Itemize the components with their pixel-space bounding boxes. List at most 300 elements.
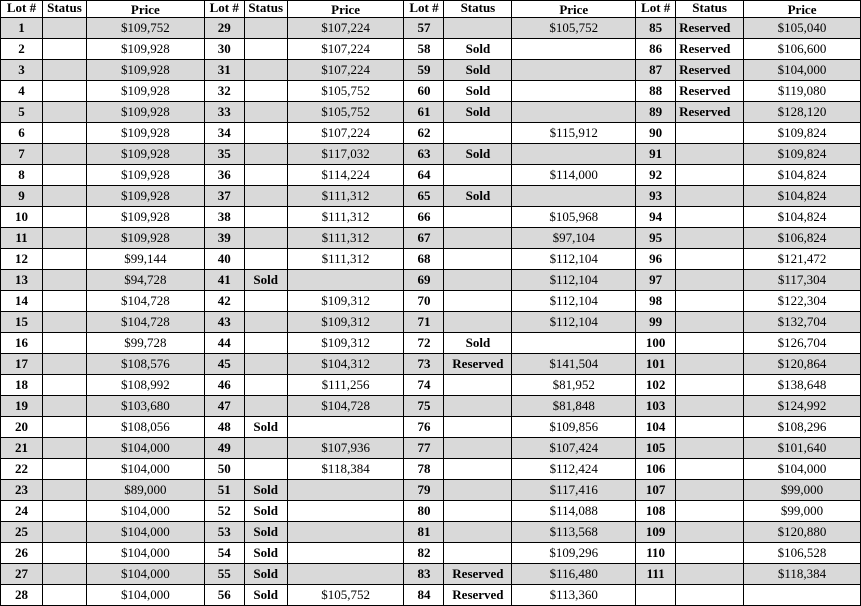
lot-number-cell: 21 (1, 438, 43, 459)
price-cell: $107,936 (287, 438, 404, 459)
price-cell: $109,928 (86, 186, 204, 207)
lot-number-cell: 63 (404, 144, 444, 165)
status-cell (676, 396, 744, 417)
status-cell: Sold (244, 564, 287, 585)
lot-number-cell: 107 (636, 480, 676, 501)
lot-number-cell: 83 (404, 564, 444, 585)
status-cell: Sold (444, 144, 512, 165)
status-cell (444, 438, 512, 459)
status-cell (42, 39, 86, 60)
status-cell (444, 459, 512, 480)
lot-number-cell: 13 (1, 270, 43, 291)
price-header: Price (86, 1, 204, 18)
status-cell (42, 207, 86, 228)
status-cell (42, 522, 86, 543)
price-cell: $104,312 (287, 354, 404, 375)
status-cell (42, 123, 86, 144)
lot-number-cell: 73 (404, 354, 444, 375)
table-row (1, 585, 861, 606)
lot-number-cell: 47 (204, 396, 244, 417)
lot-number-cell: 89 (636, 102, 676, 123)
price-cell: $105,040 (744, 18, 861, 39)
price-cell: $111,312 (287, 249, 404, 270)
status-cell: Sold (244, 501, 287, 522)
status-cell: Sold (244, 585, 287, 606)
status-cell (42, 459, 86, 480)
price-cell: $107,224 (287, 123, 404, 144)
table-row (1, 249, 861, 270)
lot-number-cell: 3 (1, 60, 43, 81)
price-cell: $120,880 (744, 522, 861, 543)
lot-number-cell: 4 (1, 81, 43, 102)
lot-number-cell: 5 (1, 102, 43, 123)
price-cell: $99,000 (744, 501, 861, 522)
price-cell: $109,928 (86, 228, 204, 249)
lot-number-cell: 54 (204, 543, 244, 564)
price-cell: $97,104 (512, 228, 636, 249)
lot-number-cell: 50 (204, 459, 244, 480)
header-row (1, 1, 861, 18)
status-cell (244, 18, 287, 39)
lot-header: Lot # (404, 1, 444, 18)
lot-number-cell (636, 585, 676, 606)
lot-number-cell: 67 (404, 228, 444, 249)
price-cell (287, 270, 404, 291)
lot-number-cell: 46 (204, 375, 244, 396)
status-cell (676, 312, 744, 333)
lot-number-cell: 24 (1, 501, 43, 522)
status-cell (42, 354, 86, 375)
price-cell: $122,304 (744, 291, 861, 312)
price-header: Price (287, 1, 404, 18)
price-cell: $104,000 (86, 564, 204, 585)
status-cell (42, 144, 86, 165)
status-cell (676, 585, 744, 606)
lot-number-cell: 70 (404, 291, 444, 312)
lot-number-cell: 27 (1, 564, 43, 585)
status-cell (676, 543, 744, 564)
price-cell: $109,312 (287, 312, 404, 333)
price-cell: $107,424 (512, 438, 636, 459)
price-cell: $108,576 (86, 354, 204, 375)
status-cell (444, 18, 512, 39)
status-cell (244, 312, 287, 333)
price-cell: $113,360 (512, 585, 636, 606)
price-cell: $109,752 (86, 18, 204, 39)
status-cell (42, 312, 86, 333)
price-cell: $111,312 (287, 186, 404, 207)
lot-number-cell: 92 (636, 165, 676, 186)
lot-number-cell: 76 (404, 417, 444, 438)
lot-number-cell: 51 (204, 480, 244, 501)
lot-number-cell: 16 (1, 333, 43, 354)
price-cell (512, 333, 636, 354)
lot-number-cell: 18 (1, 375, 43, 396)
status-cell: Sold (244, 480, 287, 501)
lot-header: Lot # (636, 1, 676, 18)
lot-number-cell: 10 (1, 207, 43, 228)
price-cell (287, 522, 404, 543)
price-cell: $107,224 (287, 60, 404, 81)
status-cell (244, 396, 287, 417)
status-cell (676, 354, 744, 375)
table-row (1, 186, 861, 207)
status-cell (42, 333, 86, 354)
price-cell: $104,000 (86, 459, 204, 480)
lot-number-cell: 26 (1, 543, 43, 564)
lot-number-cell: 41 (204, 270, 244, 291)
price-cell (287, 543, 404, 564)
lot-number-cell: 8 (1, 165, 43, 186)
lot-number-cell: 55 (204, 564, 244, 585)
status-cell: Sold (444, 39, 512, 60)
price-cell: $109,312 (287, 333, 404, 354)
price-cell: $116,480 (512, 564, 636, 585)
status-cell (244, 207, 287, 228)
price-cell: $109,928 (86, 81, 204, 102)
status-cell (676, 165, 744, 186)
price-cell: $104,824 (744, 207, 861, 228)
status-cell (42, 60, 86, 81)
status-cell: Reserved (444, 585, 512, 606)
table-row (1, 228, 861, 249)
lot-number-cell: 71 (404, 312, 444, 333)
lot-number-cell: 104 (636, 417, 676, 438)
price-cell: $108,992 (86, 375, 204, 396)
price-cell: $103,680 (86, 396, 204, 417)
lot-number-cell: 97 (636, 270, 676, 291)
status-cell (444, 396, 512, 417)
status-cell (42, 102, 86, 123)
lot-number-cell: 87 (636, 60, 676, 81)
price-cell: $114,000 (512, 165, 636, 186)
status-header: Status (244, 1, 287, 18)
lot-number-cell: 99 (636, 312, 676, 333)
lot-number-cell: 109 (636, 522, 676, 543)
lot-number-cell: 102 (636, 375, 676, 396)
price-cell: $106,600 (744, 39, 861, 60)
price-cell: $99,728 (86, 333, 204, 354)
price-cell: $104,000 (86, 501, 204, 522)
price-cell: $105,752 (287, 81, 404, 102)
price-cell (512, 39, 636, 60)
status-cell (444, 270, 512, 291)
price-cell: $114,088 (512, 501, 636, 522)
status-cell (676, 501, 744, 522)
lot-number-cell: 82 (404, 543, 444, 564)
lot-number-cell: 31 (204, 60, 244, 81)
price-cell: $109,824 (744, 123, 861, 144)
status-header: Status (444, 1, 512, 18)
price-cell: $106,824 (744, 228, 861, 249)
status-cell (42, 417, 86, 438)
status-cell (244, 333, 287, 354)
status-cell (676, 186, 744, 207)
lot-number-cell: 23 (1, 480, 43, 501)
status-cell: Sold (244, 270, 287, 291)
lot-number-cell: 11 (1, 228, 43, 249)
lot-number-cell: 48 (204, 417, 244, 438)
status-cell (676, 480, 744, 501)
price-cell: $109,928 (86, 207, 204, 228)
lot-number-cell: 12 (1, 249, 43, 270)
price-cell: $104,000 (744, 60, 861, 81)
lot-number-cell: 17 (1, 354, 43, 375)
status-cell (42, 186, 86, 207)
lot-number-cell: 78 (404, 459, 444, 480)
price-cell: $107,224 (287, 39, 404, 60)
price-cell: $99,000 (744, 480, 861, 501)
status-cell (244, 438, 287, 459)
status-cell (244, 81, 287, 102)
lot-number-cell: 91 (636, 144, 676, 165)
status-cell (444, 501, 512, 522)
status-cell (42, 81, 86, 102)
status-cell (244, 60, 287, 81)
price-header: Price (744, 1, 861, 18)
status-cell (676, 291, 744, 312)
status-cell (676, 333, 744, 354)
status-cell (676, 228, 744, 249)
lot-number-cell: 25 (1, 522, 43, 543)
status-cell (444, 375, 512, 396)
price-cell: $109,928 (86, 123, 204, 144)
status-cell (244, 375, 287, 396)
lot-number-cell: 2 (1, 39, 43, 60)
table-row (1, 354, 861, 375)
price-cell: $104,728 (287, 396, 404, 417)
status-cell (244, 186, 287, 207)
price-cell: $132,704 (744, 312, 861, 333)
lot-number-cell: 75 (404, 396, 444, 417)
lot-number-cell: 66 (404, 207, 444, 228)
table-row (1, 396, 861, 417)
lot-number-cell: 52 (204, 501, 244, 522)
status-cell (42, 249, 86, 270)
lot-number-cell: 40 (204, 249, 244, 270)
price-cell: $126,704 (744, 333, 861, 354)
lot-number-cell: 84 (404, 585, 444, 606)
price-cell (512, 60, 636, 81)
price-cell: $109,824 (744, 144, 861, 165)
status-cell: Reserved (444, 564, 512, 585)
lot-number-cell: 58 (404, 39, 444, 60)
lot-number-cell: 1 (1, 18, 43, 39)
status-cell: Sold (444, 102, 512, 123)
status-cell (42, 480, 86, 501)
lot-number-cell: 74 (404, 375, 444, 396)
price-cell: $128,120 (744, 102, 861, 123)
price-cell (287, 564, 404, 585)
price-cell: $105,752 (512, 18, 636, 39)
status-cell: Sold (444, 333, 512, 354)
status-cell (42, 228, 86, 249)
price-cell: $112,424 (512, 459, 636, 480)
price-cell: $81,848 (512, 396, 636, 417)
status-cell: Sold (244, 417, 287, 438)
status-cell (444, 522, 512, 543)
lot-number-cell: 33 (204, 102, 244, 123)
lot-number-cell: 39 (204, 228, 244, 249)
lot-number-cell: 95 (636, 228, 676, 249)
status-cell (444, 543, 512, 564)
table-row (1, 438, 861, 459)
price-cell: $104,824 (744, 186, 861, 207)
price-cell: $101,640 (744, 438, 861, 459)
lot-number-cell: 79 (404, 480, 444, 501)
price-cell: $107,224 (287, 18, 404, 39)
price-cell: $118,384 (744, 564, 861, 585)
status-cell (42, 165, 86, 186)
price-cell: $109,928 (86, 60, 204, 81)
status-cell: Sold (444, 186, 512, 207)
lot-number-cell: 93 (636, 186, 676, 207)
lot-number-cell: 110 (636, 543, 676, 564)
lot-number-cell: 80 (404, 501, 444, 522)
price-cell: $105,752 (287, 102, 404, 123)
price-cell: $104,728 (86, 291, 204, 312)
status-cell (42, 396, 86, 417)
price-cell: $81,952 (512, 375, 636, 396)
table-row (1, 312, 861, 333)
status-cell (444, 312, 512, 333)
table-row (1, 417, 861, 438)
lot-number-cell: 20 (1, 417, 43, 438)
lot-number-cell: 105 (636, 438, 676, 459)
status-cell (444, 291, 512, 312)
table-row (1, 501, 861, 522)
price-cell: $99,144 (86, 249, 204, 270)
table-row (1, 375, 861, 396)
lot-number-cell: 60 (404, 81, 444, 102)
price-cell: $94,728 (86, 270, 204, 291)
price-cell: $112,104 (512, 249, 636, 270)
price-cell (287, 417, 404, 438)
lot-number-cell: 98 (636, 291, 676, 312)
price-cell: $115,912 (512, 123, 636, 144)
price-cell: $109,312 (287, 291, 404, 312)
price-cell: $111,312 (287, 228, 404, 249)
lot-number-cell: 29 (204, 18, 244, 39)
lot-number-cell: 7 (1, 144, 43, 165)
table-row (1, 459, 861, 480)
lot-number-cell: 94 (636, 207, 676, 228)
status-cell (42, 18, 86, 39)
price-cell (287, 501, 404, 522)
status-cell (244, 144, 287, 165)
status-cell (42, 291, 86, 312)
status-cell (244, 291, 287, 312)
price-cell: $111,312 (287, 207, 404, 228)
price-cell: $104,728 (86, 312, 204, 333)
lot-number-cell: 6 (1, 123, 43, 144)
price-cell: $112,104 (512, 291, 636, 312)
table-row (1, 480, 861, 501)
price-cell: $124,992 (744, 396, 861, 417)
status-cell (244, 102, 287, 123)
lot-number-cell: 28 (1, 585, 43, 606)
lot-number-cell: 108 (636, 501, 676, 522)
price-cell: $105,752 (287, 585, 404, 606)
table-row (1, 543, 861, 564)
status-cell (244, 39, 287, 60)
lot-number-cell: 88 (636, 81, 676, 102)
status-cell (676, 123, 744, 144)
status-cell (42, 543, 86, 564)
price-cell: $104,000 (86, 438, 204, 459)
price-cell (512, 81, 636, 102)
lot-header: Lot # (204, 1, 244, 18)
lot-number-cell: 9 (1, 186, 43, 207)
price-cell: $109,296 (512, 543, 636, 564)
price-cell: $109,928 (86, 144, 204, 165)
status-cell (444, 207, 512, 228)
lot-number-cell: 14 (1, 291, 43, 312)
price-cell: $109,928 (86, 102, 204, 123)
status-cell: Sold (444, 81, 512, 102)
price-cell (287, 480, 404, 501)
table-row (1, 81, 861, 102)
table-row (1, 123, 861, 144)
price-cell: $117,304 (744, 270, 861, 291)
lot-number-cell: 35 (204, 144, 244, 165)
status-cell: Sold (444, 60, 512, 81)
lot-number-cell: 64 (404, 165, 444, 186)
lot-number-cell: 32 (204, 81, 244, 102)
status-cell (42, 270, 86, 291)
lot-number-cell: 65 (404, 186, 444, 207)
lot-number-cell: 86 (636, 39, 676, 60)
lot-number-cell: 56 (204, 585, 244, 606)
table-row (1, 522, 861, 543)
table-row (1, 270, 861, 291)
status-cell (244, 354, 287, 375)
status-cell (42, 585, 86, 606)
lot-number-cell: 49 (204, 438, 244, 459)
lot-number-cell: 77 (404, 438, 444, 459)
status-cell (42, 438, 86, 459)
status-cell (444, 417, 512, 438)
status-cell (676, 270, 744, 291)
lot-number-cell: 61 (404, 102, 444, 123)
price-cell: $106,528 (744, 543, 861, 564)
price-cell: $120,864 (744, 354, 861, 375)
price-cell: $121,472 (744, 249, 861, 270)
table-row (1, 165, 861, 186)
table-row (1, 18, 861, 39)
lot-number-cell: 45 (204, 354, 244, 375)
lot-number-cell: 53 (204, 522, 244, 543)
lot-number-cell: 69 (404, 270, 444, 291)
status-cell (676, 417, 744, 438)
price-cell: $104,824 (744, 165, 861, 186)
price-cell: $118,384 (287, 459, 404, 480)
lot-number-cell: 100 (636, 333, 676, 354)
price-cell (512, 186, 636, 207)
price-cell: $109,928 (86, 165, 204, 186)
table-row (1, 333, 861, 354)
price-cell: $104,000 (744, 459, 861, 480)
status-cell: Reserved (676, 60, 744, 81)
table-row (1, 102, 861, 123)
price-cell: $111,256 (287, 375, 404, 396)
status-cell (444, 228, 512, 249)
table-row (1, 144, 861, 165)
table-body (1, 18, 861, 606)
price-cell: $138,648 (744, 375, 861, 396)
lot-number-cell: 22 (1, 459, 43, 480)
status-cell (676, 249, 744, 270)
